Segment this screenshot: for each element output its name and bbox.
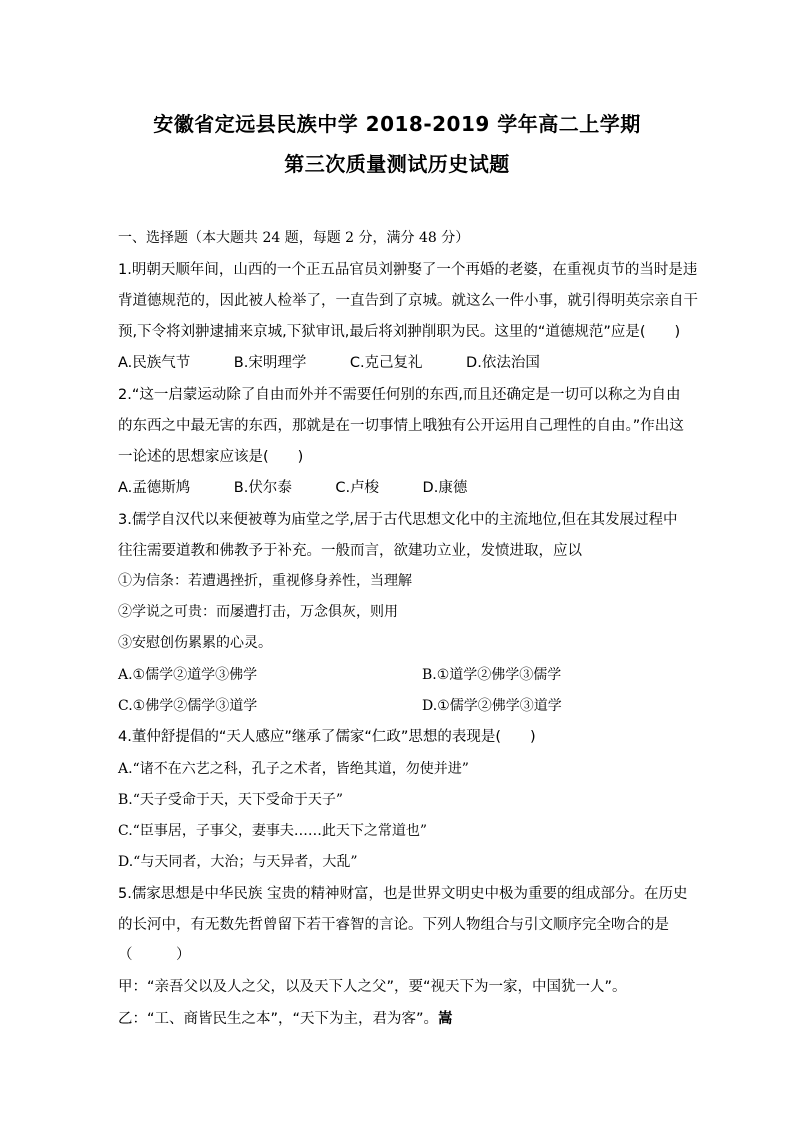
q5-quote-yi-text: 乙：“工、商皆民生之本”，“天下为主，君为客”。	[118, 1011, 439, 1027]
q4-option-a: A.“诸不在六艺之科，孔子之术者，皆绝其道，勿使并进”	[118, 761, 469, 777]
q5-line2: 的长河中，有无数先哲曾留下若干睿智的言论。下列人物组合与引文顺序完全吻合的是	[118, 917, 669, 933]
q1-line3: 预,下令将刘翀逮捕来京城,下狱审讯,最后将刘翀削职为民。这里的“道德规范”应是( )	[118, 324, 681, 340]
q2-options: A.孟德斯鸠 B.伏尔泰 C.卢梭 D.康德	[118, 480, 468, 496]
q4-option-b: B.“天子受命于天，天下受命于天子”	[118, 792, 344, 808]
q2-line1: 2.“这一启蒙运动除了自由而外并不需要任何别的东西,而且还确定是一切可以称之为自由	[118, 387, 681, 403]
q2-line2: 的东西之中最无害的东西，那就是在一切事情上哦独有公开运用自己理性的自由。”作出这	[118, 418, 684, 434]
section-heading: 一、选择题（本大题共 24 题，每题 2 分，满分 48 分）	[118, 230, 470, 246]
q3-option-a: A.①儒学②道学③佛学	[118, 667, 258, 683]
exam-title-line2: 第三次质量测试历史试题	[284, 152, 510, 176]
q3-option-d: D.①儒学②佛学③道学	[422, 698, 562, 714]
q3-option-c: C.①佛学②儒学③道学	[118, 698, 258, 714]
q3-item1: ①为信条：若遭遇挫折，重视修身养性，当理解	[118, 573, 412, 589]
q3-line1: 3.儒学自汉代以来便被尊为庙堂之学,居于古代思想文化中的主流地位,但在其发展过程中	[118, 512, 678, 528]
q5-quote-jia: 甲：“亲吾父以及人之父，以及天下人之父”，要“视天下为一家，中国犹一人”。	[118, 979, 627, 995]
q5-line3: （ ）	[118, 947, 191, 963]
q5-line1: 5.儒家思想是中华民族 宝贵的精神财富，也是世界文明史中极为重要的组成部分。在历史	[118, 886, 688, 902]
q3-item2: ②学说之可贵：而屡遭打击，万念俱灰，则用	[118, 604, 398, 620]
q3-item3: ③安慰创伤累累的心灵。	[118, 635, 272, 651]
q5-quote-yi	[118, 1010, 678, 1028]
stray-mark: 嵩	[438, 1011, 453, 1027]
q4-option-c: C.“臣事居，子事父，妻事夫……此天下之常道也”	[118, 823, 427, 839]
q1-line1: 1.明朝天顺年间，山西的一个正五品官员刘翀娶了一个再婚的老婆，在重视贞节的当时是违	[118, 262, 698, 278]
q4-line1: 4.董仲舒提倡的“天人感应”继承了儒家“仁政”思想的表现是( )	[118, 729, 536, 745]
q1-options: A.民族气节 B.宋明理学 C.克己复礼 D.依法治国	[118, 355, 540, 371]
q4-option-d: D.“与天同者，大治；与天异者，大乱”	[118, 854, 358, 870]
q1-line2: 背道德规范的，因此被人检举了，一直告到了京城。就这么一件小事，就引得明英宗亲自干	[118, 293, 698, 309]
q3-option-b: B.①道学②佛学③儒学	[422, 667, 562, 683]
exam-title-line1: 安徽省定远县民族中学 2018-2019 学年高二上学期	[153, 112, 641, 136]
q2-line3: 一论述的思想家应该是( )	[118, 449, 304, 465]
q3-line2: 往往需要道教和佛教予于补充。一般而言，欲建功立业，发愤进取，应以	[118, 543, 582, 559]
